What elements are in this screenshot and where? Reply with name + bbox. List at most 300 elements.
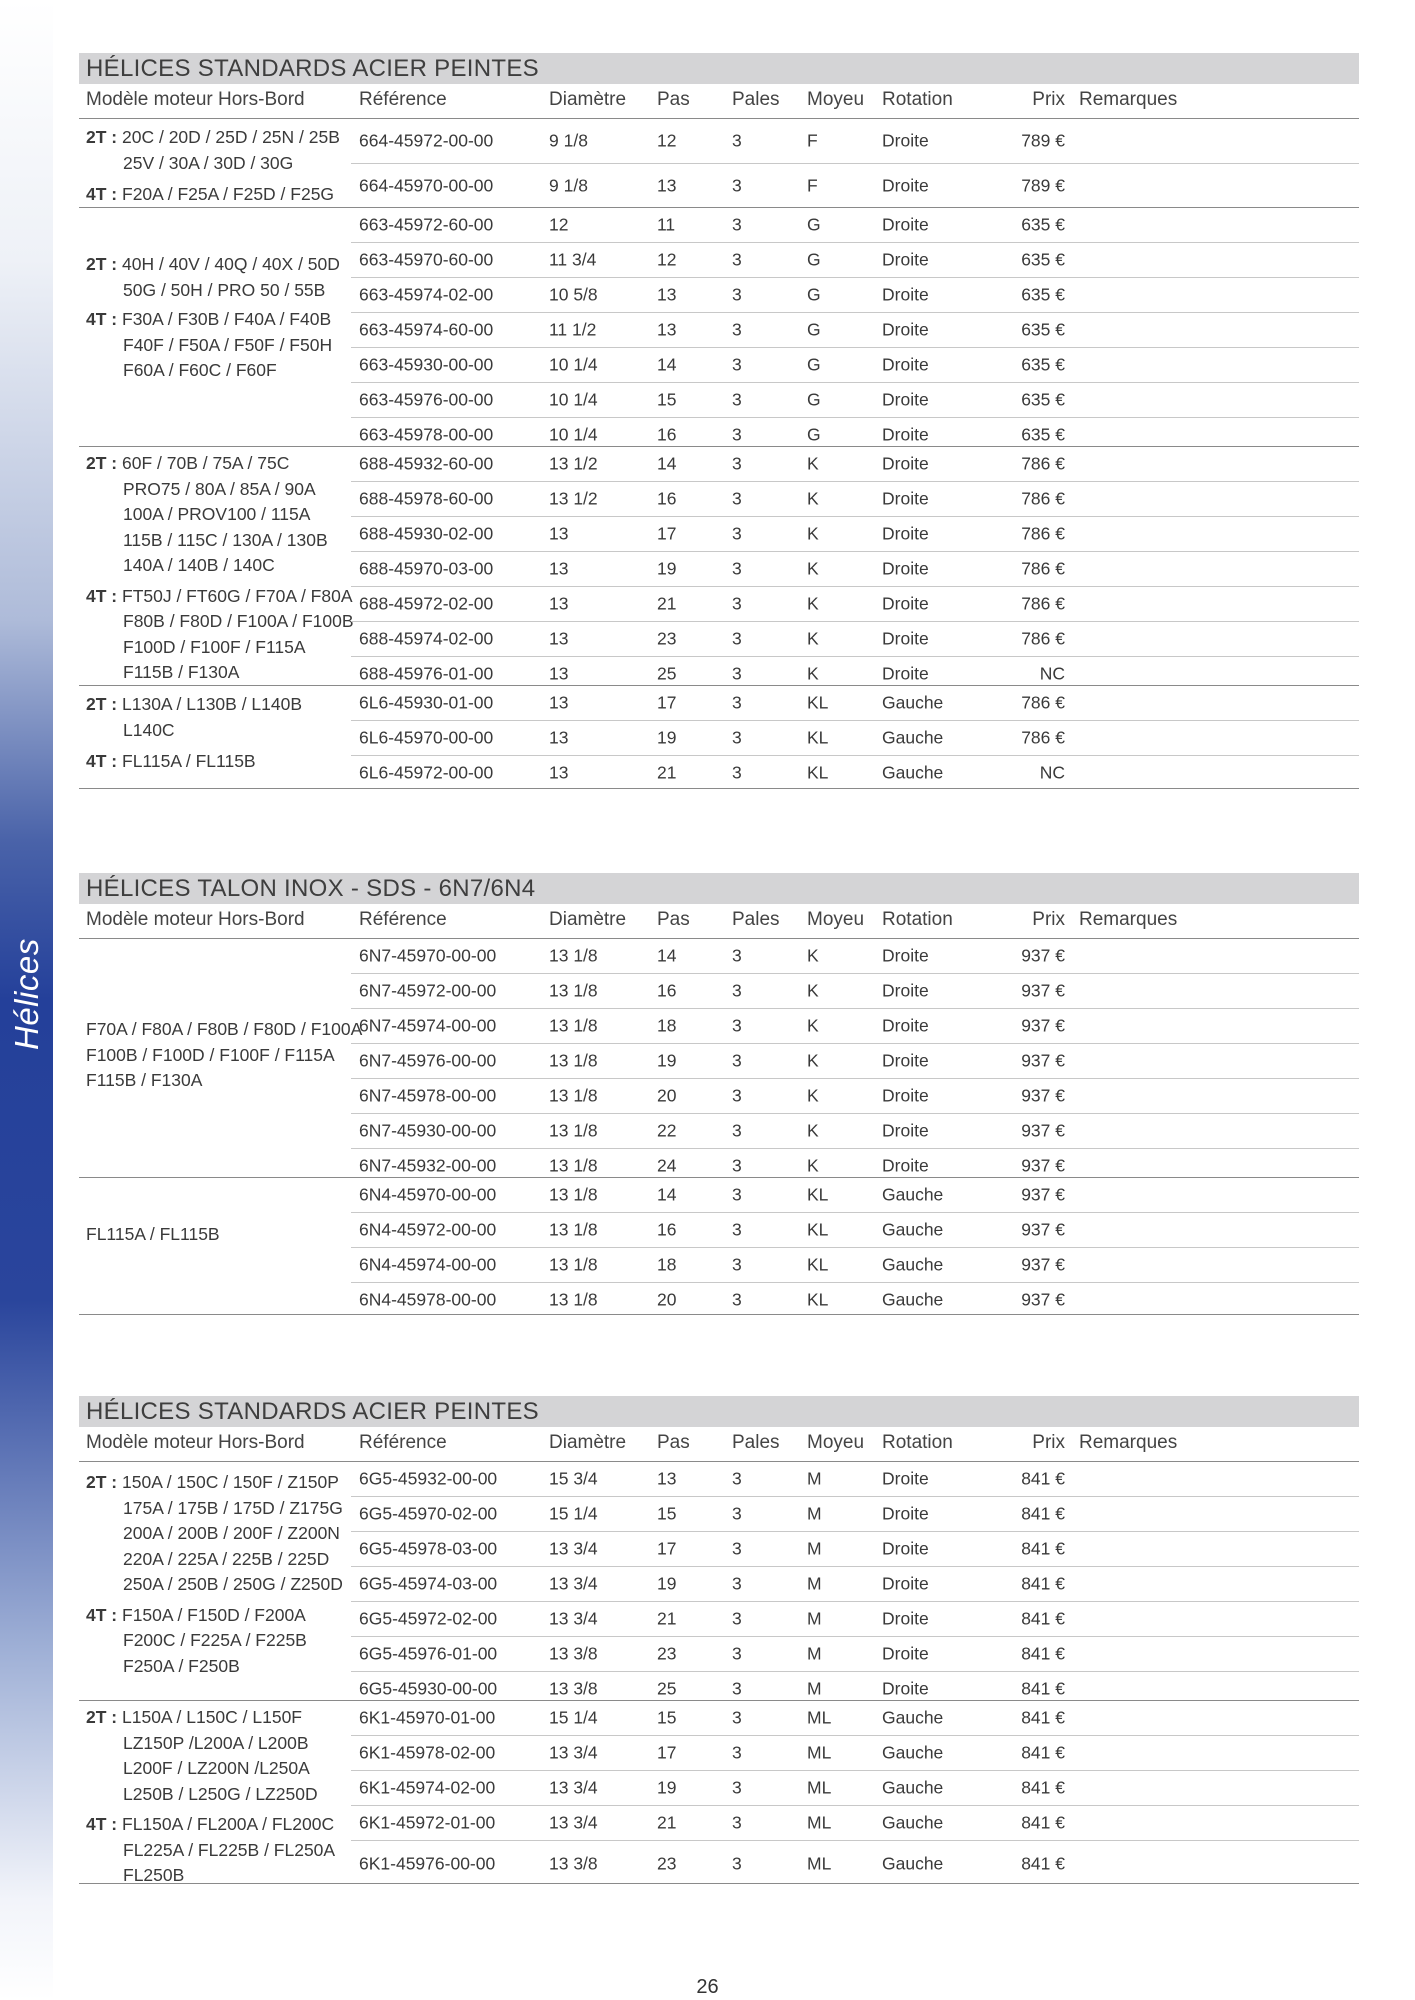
- cell-ref: 6K1-45972-01-00: [359, 1812, 496, 1833]
- cell-ref: 6G5-45976-01-00: [359, 1643, 498, 1664]
- cell-prix: 841 €: [1021, 1777, 1065, 1798]
- model-line: [86, 252, 352, 278]
- cell-moyeu: M: [807, 1538, 822, 1559]
- cell-pas: 11: [657, 214, 676, 235]
- cell-pas: 18: [657, 1015, 677, 1036]
- cell-ref: 6K1-45978-02-00: [359, 1742, 496, 1763]
- cell-ref: 6G5-45978-03-00: [359, 1538, 498, 1559]
- model-line: [86, 1043, 352, 1069]
- cell-dia: 11 3/4: [549, 249, 597, 270]
- model-list: L200F / LZ200N /L250A: [123, 1758, 310, 1778]
- cell-moyeu: K: [807, 488, 819, 509]
- model-line: [86, 1572, 352, 1598]
- cell-moyeu: KL: [807, 762, 829, 783]
- column-header-prix: Prix: [1032, 89, 1065, 110]
- table-section: [79, 873, 1359, 1315]
- table-row: [351, 756, 1359, 790]
- cell-pas: 15: [657, 389, 677, 410]
- cell-moyeu: G: [807, 214, 821, 235]
- cell-prix: 786 €: [1021, 558, 1065, 579]
- engine-models: [86, 1017, 363, 1094]
- section-title: HÉLICES TALON INOX - SDS - 6N7/6N4: [79, 873, 1359, 904]
- table-row: [351, 1637, 1359, 1672]
- cell-pales: 3: [732, 1853, 742, 1874]
- cell-prix: 937 €: [1021, 1120, 1065, 1141]
- cell-ref: 663-45970-60-00: [359, 249, 494, 270]
- column-header-rot: Rotation: [882, 89, 953, 110]
- cell-pales: 3: [732, 453, 742, 474]
- model-line: [86, 1731, 352, 1757]
- cell-pas: 20: [657, 1289, 677, 1310]
- cell-ref: 688-45932-60-00: [359, 453, 494, 474]
- column-header-model: Modèle moteur Hors-Bord: [86, 909, 305, 930]
- cell-moyeu: KL: [807, 1219, 829, 1240]
- cell-pas: 13: [657, 284, 677, 305]
- cell-pas: 13: [657, 1468, 677, 1489]
- table-section: [79, 1396, 1359, 1884]
- column-header-model: Modèle moteur Hors-Bord: [86, 1432, 305, 1453]
- stroke-type-label: 4T :: [86, 751, 118, 771]
- cell-ref: 6N4-45978-00-00: [359, 1289, 497, 1310]
- model-group: [79, 208, 1359, 447]
- engine-models: [86, 451, 352, 686]
- propeller-rows: [351, 1701, 1359, 1887]
- cell-rot: Droite: [882, 1678, 929, 1699]
- cell-rot: Droite: [882, 354, 929, 375]
- model-list: 140A / 140B / 140C: [123, 555, 275, 575]
- model-list: F20A / F25A / F25D / F25G: [122, 184, 335, 204]
- cell-rot: Gauche: [882, 1853, 944, 1874]
- cell-rot: Droite: [882, 1085, 929, 1106]
- cell-ref: 6N7-45976-00-00: [359, 1050, 497, 1071]
- propeller-rows: [351, 1178, 1359, 1317]
- cell-rot: Droite: [882, 663, 929, 684]
- stroke-type-label: 2T :: [86, 254, 118, 274]
- cell-moyeu: G: [807, 424, 821, 445]
- propeller-rows: [351, 939, 1359, 1183]
- cell-ref: 6L6-45970-00-00: [359, 727, 494, 748]
- cell-ref: 688-45978-60-00: [359, 488, 494, 509]
- cell-pas: 17: [657, 523, 677, 544]
- cell-rot: Droite: [882, 1155, 929, 1176]
- cell-pales: 3: [732, 1184, 742, 1205]
- column-header-pas: Pas: [657, 909, 690, 930]
- cell-dia: 10 5/8: [549, 284, 598, 305]
- cell-moyeu: ML: [807, 1812, 832, 1833]
- cell-dia: 13 1/2: [549, 488, 598, 509]
- cell-prix: 841 €: [1021, 1538, 1065, 1559]
- cell-ref: 663-45978-00-00: [359, 424, 494, 445]
- cell-prix: 937 €: [1021, 945, 1065, 966]
- stroke-type-label: 4T :: [86, 1604, 118, 1625]
- cell-pas: 14: [657, 1184, 677, 1205]
- cell-pas: 23: [657, 1643, 677, 1664]
- model-line: [86, 1017, 363, 1043]
- model-line: [86, 1782, 352, 1808]
- table-row: [351, 1114, 1359, 1149]
- model-line: [86, 1496, 352, 1522]
- cell-pas: 22: [657, 1120, 677, 1141]
- cell-pas: 21: [657, 593, 677, 614]
- cell-dia: 13 1/8: [549, 1184, 598, 1205]
- cell-dia: 15 3/4: [549, 1468, 598, 1489]
- model-list: 25V / 30A / 30D / 30G: [123, 152, 294, 173]
- table-row: [351, 587, 1359, 622]
- cell-rot: Droite: [882, 1538, 929, 1559]
- cell-prix: 786 €: [1021, 523, 1065, 544]
- cell-dia: 13 3/8: [549, 1678, 598, 1699]
- cell-pales: 3: [732, 1155, 742, 1176]
- cell-pales: 3: [732, 1608, 742, 1629]
- stroke-type-label: 2T :: [86, 127, 118, 147]
- cell-pales: 3: [732, 1050, 742, 1071]
- cell-pas: 21: [657, 1608, 677, 1629]
- cell-pales: 3: [732, 1678, 742, 1699]
- cell-dia: 10 1/4: [549, 424, 598, 445]
- cell-pales: 3: [732, 354, 742, 375]
- cell-moyeu: K: [807, 1155, 819, 1176]
- model-line: [86, 1603, 352, 1629]
- model-group: [79, 686, 1359, 789]
- cell-moyeu: K: [807, 663, 819, 684]
- cell-prix: 786 €: [1021, 593, 1065, 614]
- engine-models: [86, 1222, 352, 1248]
- propeller-rows: [351, 686, 1359, 790]
- cell-prix: 786 €: [1021, 488, 1065, 509]
- model-list: 150A / 150C / 150F / Z150P: [122, 1472, 339, 1492]
- cell-rot: Gauche: [882, 762, 944, 783]
- cell-moyeu: KL: [807, 727, 829, 748]
- cell-dia: 13: [549, 558, 569, 579]
- cell-prix: 841 €: [1021, 1853, 1065, 1874]
- model-group: [79, 119, 1359, 208]
- cell-prix: 937 €: [1021, 1050, 1065, 1071]
- cell-dia: 13 3/4: [549, 1742, 598, 1763]
- cell-prix: 786 €: [1021, 453, 1065, 474]
- cell-pales: 3: [732, 319, 742, 340]
- cell-pas: 12: [657, 249, 677, 270]
- cell-prix: 937 €: [1021, 1289, 1065, 1310]
- column-header-model: Modèle moteur Hors-Bord: [86, 89, 305, 110]
- cell-dia: 9 1/8: [549, 175, 588, 196]
- cell-moyeu: K: [807, 1120, 819, 1141]
- cell-ref: 664-45970-00-00: [359, 175, 494, 196]
- cell-pales: 3: [732, 1289, 742, 1310]
- column-header-prix: Prix: [1032, 1432, 1065, 1453]
- cell-prix: 786 €: [1021, 727, 1065, 748]
- cell-ref: 6K1-45970-01-00: [359, 1707, 496, 1728]
- cell-ref: 663-45976-00-00: [359, 389, 494, 410]
- cell-moyeu: ML: [807, 1777, 832, 1798]
- cell-rot: Gauche: [882, 727, 944, 748]
- table-row: [351, 1736, 1359, 1771]
- table-row: [351, 1213, 1359, 1248]
- column-header-rot: Rotation: [882, 1432, 953, 1453]
- cell-dia: 13: [549, 523, 569, 544]
- side-label: Hélices: [8, 938, 45, 1050]
- model-list: FL150A / FL200A / FL200C: [122, 1814, 335, 1834]
- propeller-rows: [351, 447, 1359, 691]
- table-row: [351, 939, 1359, 974]
- cell-rot: Droite: [882, 389, 929, 410]
- cell-dia: 11 1/2: [549, 319, 597, 340]
- cell-moyeu: K: [807, 453, 819, 474]
- cell-moyeu: KL: [807, 1184, 829, 1205]
- model-list: FL250B: [123, 1865, 185, 1885]
- cell-pas: 13: [657, 319, 677, 340]
- cell-dia: 13 3/8: [549, 1643, 598, 1664]
- engine-models: [86, 1470, 352, 1679]
- cell-pales: 3: [732, 175, 742, 196]
- cell-prix: 635 €: [1021, 319, 1065, 340]
- model-line: [86, 1547, 352, 1573]
- model-line: [86, 1838, 352, 1864]
- cell-rot: Gauche: [882, 1184, 944, 1205]
- cell-ref: 688-45930-02-00: [359, 523, 494, 544]
- column-header-rem: Remarques: [1079, 1432, 1178, 1453]
- cell-rot: Droite: [882, 175, 929, 196]
- column-header-moyeu: Moyeu: [807, 1432, 865, 1453]
- stroke-type-label: 2T :: [86, 453, 118, 473]
- cell-rot: Droite: [882, 945, 929, 966]
- cell-dia: 13: [549, 762, 569, 783]
- model-line: [86, 635, 352, 661]
- cell-rot: Droite: [882, 1643, 929, 1664]
- cell-rot: Droite: [882, 628, 929, 649]
- table-row: [351, 1248, 1359, 1283]
- table-row: [351, 1806, 1359, 1841]
- stroke-type-label: 4T :: [86, 1814, 118, 1834]
- table-row: [351, 974, 1359, 1009]
- cell-ref: 663-45972-60-00: [359, 214, 494, 235]
- cell-ref: 6N7-45932-00-00: [359, 1155, 497, 1176]
- model-line: [86, 477, 352, 503]
- cell-ref: 6G5-45932-00-00: [359, 1468, 498, 1489]
- cell-pas: 13: [657, 175, 677, 196]
- cell-dia: 13 3/4: [549, 1573, 598, 1594]
- cell-rot: Droite: [882, 1015, 929, 1036]
- table-row: [351, 383, 1359, 418]
- model-line: [86, 502, 352, 528]
- cell-dia: 13 1/8: [549, 980, 598, 1001]
- column-header-dia: Diamètre: [549, 909, 627, 930]
- cell-rot: Gauche: [882, 1219, 944, 1240]
- cell-rot: Gauche: [882, 1777, 944, 1798]
- cell-pales: 3: [732, 1573, 742, 1594]
- cell-pales: 3: [732, 1120, 742, 1141]
- cell-prix: 789 €: [1021, 175, 1065, 196]
- model-group: [79, 447, 1359, 686]
- model-list: FL115A / FL115B: [86, 1224, 220, 1244]
- cell-pales: 3: [732, 130, 742, 151]
- cell-pales: 3: [732, 249, 742, 270]
- cell-pas: 19: [657, 1777, 677, 1798]
- cell-ref: 6L6-45930-01-00: [359, 692, 494, 713]
- cell-rot: Gauche: [882, 1812, 944, 1833]
- column-header-dia: Diamètre: [549, 1432, 627, 1453]
- table-row: [351, 552, 1359, 587]
- cell-rot: Droite: [882, 319, 929, 340]
- cell-moyeu: ML: [807, 1742, 832, 1763]
- model-list: 250A / 250B / 250G / Z250D: [123, 1574, 343, 1594]
- cell-ref: 664-45972-00-00: [359, 130, 494, 151]
- cell-rot: Gauche: [882, 1254, 944, 1275]
- engine-models: [86, 1705, 352, 1889]
- cell-moyeu: K: [807, 523, 819, 544]
- model-list: PRO75 / 80A / 85A / 90A: [123, 478, 316, 499]
- cell-moyeu: K: [807, 1050, 819, 1071]
- section-title: HÉLICES STANDARDS ACIER PEINTES: [79, 1396, 1359, 1427]
- column-header-rem: Remarques: [1079, 89, 1178, 110]
- cell-prix: 841 €: [1021, 1812, 1065, 1833]
- cell-ref: 688-45972-02-00: [359, 593, 494, 614]
- model-line: [86, 1628, 352, 1654]
- cell-pas: 19: [657, 1050, 677, 1071]
- cell-moyeu: M: [807, 1468, 822, 1489]
- cell-dia: 13 1/8: [549, 1085, 598, 1106]
- model-line: [86, 333, 352, 359]
- cell-dia: 13 1/8: [549, 1219, 598, 1240]
- cell-pales: 3: [732, 488, 742, 509]
- column-header-rot: Rotation: [882, 909, 953, 930]
- cell-pas: 15: [657, 1707, 677, 1728]
- cell-pales: 3: [732, 1643, 742, 1664]
- cell-ref: 6N7-45978-00-00: [359, 1085, 497, 1106]
- column-header-moyeu: Moyeu: [807, 909, 865, 930]
- stroke-type-label: 2T :: [86, 694, 118, 714]
- cell-moyeu: M: [807, 1678, 822, 1699]
- column-header-ref: Référence: [359, 1432, 447, 1453]
- table-section: [79, 53, 1359, 789]
- cell-pas: 17: [657, 692, 677, 713]
- model-list: L130A / L130B / L140B: [122, 694, 303, 714]
- table-row: [351, 1602, 1359, 1637]
- section-title: HÉLICES STANDARDS ACIER PEINTES: [79, 53, 1359, 84]
- cell-ref: 6K1-45976-00-00: [359, 1853, 496, 1874]
- cell-pales: 3: [732, 1085, 742, 1106]
- cell-pales: 3: [732, 1219, 742, 1240]
- cell-prix: 937 €: [1021, 1219, 1065, 1240]
- model-line: [86, 151, 352, 177]
- model-list: FT50J / FT60G / F70A / F80A: [122, 585, 353, 606]
- cell-moyeu: G: [807, 389, 821, 410]
- column-header-pas: Pas: [657, 1432, 690, 1453]
- cell-prix: 635 €: [1021, 214, 1065, 235]
- page-number: 26: [696, 1976, 719, 1998]
- cell-moyeu: M: [807, 1608, 822, 1629]
- cell-rot: Gauche: [882, 1742, 944, 1763]
- model-line: [86, 278, 352, 304]
- model-line: [86, 182, 352, 208]
- model-line: [86, 1756, 352, 1782]
- cell-pas: 23: [657, 628, 677, 649]
- cell-moyeu: K: [807, 1015, 819, 1036]
- table-row: [351, 1771, 1359, 1806]
- cell-ref: 688-45974-02-00: [359, 628, 494, 649]
- cell-pas: 21: [657, 1812, 677, 1833]
- cell-dia: 13 1/8: [549, 1254, 598, 1275]
- cell-pas: 20: [657, 1085, 677, 1106]
- cell-moyeu: K: [807, 628, 819, 649]
- propeller-rows: [351, 208, 1359, 452]
- cell-dia: 15 1/4: [549, 1503, 598, 1524]
- table-row: [351, 1079, 1359, 1114]
- table-row: [351, 1044, 1359, 1079]
- cell-moyeu: ML: [807, 1707, 832, 1728]
- cell-pas: 14: [657, 354, 677, 375]
- cell-ref: 6K1-45974-02-00: [359, 1777, 496, 1798]
- cell-pales: 3: [732, 1707, 742, 1728]
- table-row: [351, 1567, 1359, 1602]
- cell-moyeu: K: [807, 558, 819, 579]
- table-header: [79, 84, 1359, 119]
- cell-dia: 12: [549, 214, 569, 235]
- cell-dia: 13: [549, 727, 569, 748]
- cell-prix: 937 €: [1021, 1184, 1065, 1205]
- cell-pas: 17: [657, 1538, 677, 1559]
- cell-moyeu: K: [807, 980, 819, 1001]
- cell-prix: 789 €: [1021, 130, 1065, 151]
- cell-prix: 841 €: [1021, 1468, 1065, 1489]
- cell-pales: 3: [732, 424, 742, 445]
- cell-dia: 13 1/2: [549, 453, 598, 474]
- cell-ref: 663-45974-02-00: [359, 284, 494, 305]
- model-line: [86, 1470, 352, 1496]
- cell-dia: 9 1/8: [549, 130, 588, 151]
- cell-pales: 3: [732, 1742, 742, 1763]
- propeller-rows: [351, 1462, 1359, 1706]
- cell-rot: Droite: [882, 424, 929, 445]
- cell-moyeu: G: [807, 284, 821, 305]
- model-line: [86, 609, 352, 635]
- cell-prix: 937 €: [1021, 1155, 1065, 1176]
- cell-dia: 13 3/4: [549, 1777, 598, 1798]
- table-row: [351, 1841, 1359, 1887]
- cell-prix: 841 €: [1021, 1643, 1065, 1664]
- cell-moyeu: KL: [807, 1289, 829, 1310]
- side-band: [0, 0, 53, 2000]
- cell-prix: 635 €: [1021, 249, 1065, 270]
- table-row: [351, 243, 1359, 278]
- model-line: [86, 718, 352, 744]
- model-list: F115B / F130A: [86, 1070, 203, 1090]
- model-line: [86, 749, 352, 775]
- table-row: [351, 348, 1359, 383]
- cell-prix: 841 €: [1021, 1503, 1065, 1524]
- cell-pas: 16: [657, 488, 677, 509]
- cell-dia: 13 1/8: [549, 1050, 598, 1071]
- cell-dia: 13 3/8: [549, 1853, 598, 1874]
- cell-pas: 15: [657, 1503, 677, 1524]
- cell-rot: Droite: [882, 1503, 929, 1524]
- cell-dia: 13: [549, 593, 569, 614]
- cell-dia: 13: [549, 628, 569, 649]
- cell-moyeu: G: [807, 319, 821, 340]
- cell-ref: 6N4-45970-00-00: [359, 1184, 497, 1205]
- cell-pales: 3: [732, 663, 742, 684]
- cell-ref: 6L6-45972-00-00: [359, 762, 494, 783]
- cell-prix: 786 €: [1021, 692, 1065, 713]
- cell-ref: 6N7-45930-00-00: [359, 1120, 497, 1141]
- cell-rot: Gauche: [882, 1707, 944, 1728]
- model-line: [86, 1705, 352, 1731]
- cell-ref: 688-45970-03-00: [359, 558, 494, 579]
- cell-pas: 14: [657, 453, 677, 474]
- cell-rot: Gauche: [882, 692, 944, 713]
- model-line: [86, 1654, 352, 1680]
- model-list: F70A / F80A / F80B / F80D / F100A: [86, 1019, 363, 1039]
- table-row: [351, 1532, 1359, 1567]
